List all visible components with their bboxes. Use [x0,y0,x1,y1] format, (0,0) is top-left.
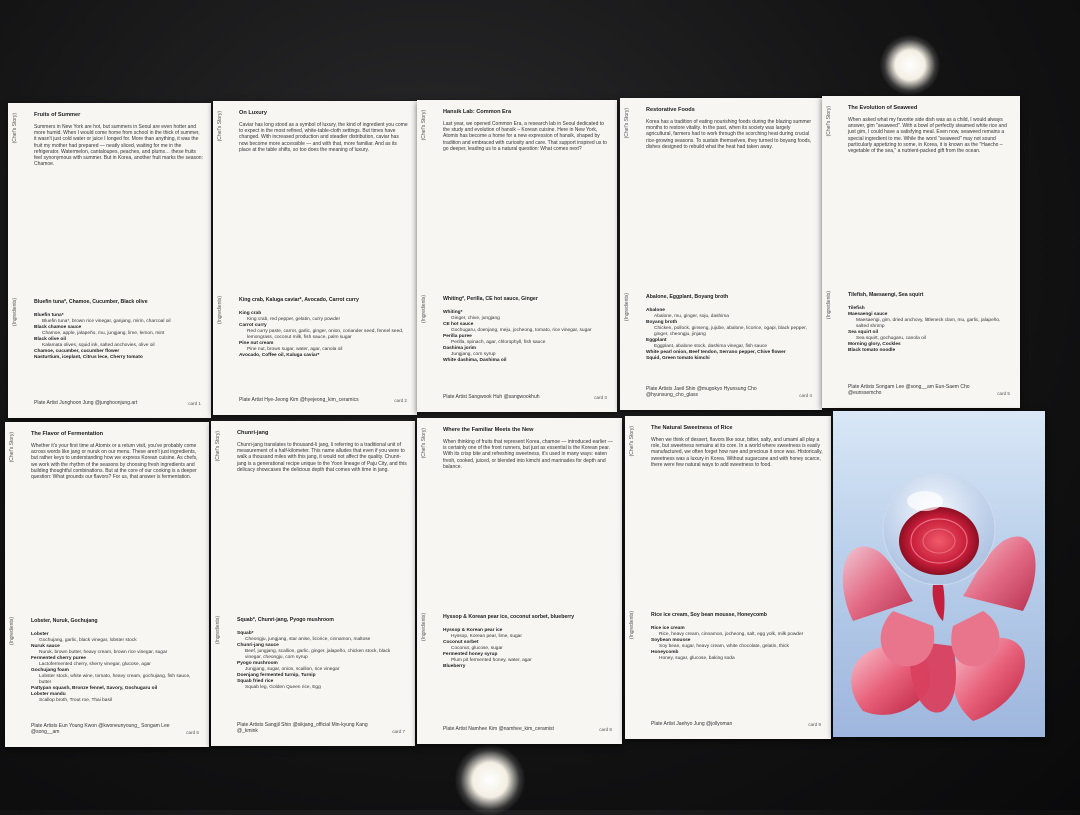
ingredient-detail: Gochujang, garlic, black vinegar, lobster stock [39,638,137,643]
ingredient-name: Whiting* [443,310,463,315]
ingredient-name: Chamoe, cucumber, cucumber flower [34,349,120,354]
ingredient-name: Pyogo mushroom [237,661,278,666]
dish-title: Whiting*, Perilla, CE hot sauce, Ginger [443,296,538,302]
ingredient-list [443,310,609,364]
ingredient-name: Nuruk sauce [31,644,60,649]
chefs-story-label: (Chef's Story) [421,110,427,141]
plate-artist: Plate Artist Sangwook Huh @sangwookhuh [443,394,540,400]
dish-title: Rice ice cream, Soy bean mousse, Honeycomb [651,612,767,618]
card-title: The Evolution of Seaweed [848,105,918,111]
ingredients-label: (Ingredients) [9,617,15,646]
ingredient-list [34,313,203,361]
ingredients-label: (Ingredients) [629,611,635,640]
ingredient-detail: Hyssop, Korean pear, lime, sugar [451,634,522,639]
card-number: card 7 [392,729,405,734]
ingredient-list [651,626,823,662]
chefs-story-label: (Chef's Story) [9,432,15,463]
card-number: card 6 [186,730,199,735]
ingredient-name: Hyssop & Korean pear ice [443,628,503,633]
pink-flower-sphere-image [833,411,1045,737]
dish-title: Abalone, Eggplant, Boyang broth [646,294,729,300]
chefs-story-text: Summers in New York are hot, but summers in Seoul are even hotter and more humid. When I would come home from school in the thick of summer, it wasn't just cold water or juice I longed for. More than anything, it was the fruit my mother had prepared — neatly sliced, waiting for me in the refrigerator. Watermelon, cantaloupes, peaches, and plums… these fruits feel synonymous with summer. But in Korea, another fruit marks the season: Chamoe. [34,124,203,168]
ingredient-detail: Cheongju, jungjang, star anise, licorice, cinnamon, maltose [245,637,371,642]
ingredient-name: Dashima jorim [443,346,477,351]
ingredient-name: Doenjang fermented turnip, Turnip [237,673,316,678]
ingredient-detail: Squab leg, Golden Queen rice, Egg [245,685,321,690]
ingredients-label: (Ingredients) [217,296,223,325]
ingredient-name: Squid, Green tomato kimchi [646,356,710,361]
ingredient-name: Squab fried rice [237,679,274,684]
chefs-story-text: When thinking of fruits that represent Korea, chamoe — introduced earlier — is certainly one of the front runners, but just as essential is the Korean pear. With its crisp bite and refreshing sweetness, it's used in many ways: eaten fresh, cooked, juiced, or blended into kimchi and marinades for depth and balance. [443,439,613,470]
ingredient-name: Tilefish [848,306,865,311]
card-title: Hansik Lab: Common Era [443,109,512,115]
plate-artist: Plate Artists Sangjil Shin @sikjang_official Min-kyung Kang @_kmink [237,722,368,734]
card-number: card 8 [599,727,612,732]
card-title: The Flavor of Fermentation [31,431,104,437]
card-title: Restorative Foods [646,107,695,113]
chefs-story-label: (Chef's Story) [629,426,635,457]
ceiling-light-reflection [455,745,525,815]
ingredient-detail: Gochugaru, doenjang, meju, jocheong, tomato, rice vinegar, sugar [451,328,592,333]
menu-card-7 [211,421,415,746]
ingredient-name: Lobster mandu [31,692,66,697]
plate-artist: Plate Artists Jaeil Shin @mugokyo Hyunsung Cho @hyunsung_cho_glass [646,386,757,398]
ingredient-detail: Kalamata olives, squid ink, salted anchovies, olive oil [42,343,155,348]
ingredient-name: Squab* [237,631,254,636]
ingredient-list [443,628,614,670]
chefs-story-label: (Chef's Story) [12,113,18,144]
ingredient-name: Lobster [31,632,49,637]
ingredient-name: Maesaengi sauce [848,312,888,317]
ingredient-name: Chunri-jang sauce [237,643,279,648]
plate-artist: Plate Artists Songam Lee @song__am Eun-Saem Cho @eunssemcho [848,384,970,396]
ingredient-name: Honeycomb [651,650,679,655]
chefs-story-label: (Chef's Story) [624,108,630,139]
ingredient-detail: Lobster stock, white wine, tomato, heavy cream, gochujang, fish sauce, butter [39,674,191,685]
ingredient-name: Bluefin tuna* [34,313,64,318]
ingredient-detail: Lactofermented cherry, sherry vinegar, glucose, agar [39,662,151,667]
dish-title: Hyssop & Korean pear ice, coconut sorbet, blueberry [443,614,575,620]
card-title: The Natural Sweetness of Rice [651,425,733,431]
ingredients-label: (Ingredients) [826,291,832,320]
ingredients-label: (Ingredients) [624,293,630,322]
ingredient-name: Abalone [646,308,665,313]
ingredient-list [646,308,814,362]
ingredient-detail: Ginger, chive, jungjang [451,316,500,321]
dish-title: Lobster, Nuruk, Gochujang [31,618,98,624]
ingredient-name: Black chamoe sauce [34,325,82,330]
ingredient-name: Soybean mousse [651,638,691,643]
ingredient-detail: Nuruk, brown butter, heavy cream, brown rice vinegar, sugar [39,650,168,655]
ingredient-detail: Coconut, glucose, sugar [451,646,503,651]
ingredient-detail: Sea squirt, gochugaru, canola oil [856,336,926,341]
chefs-story-text: When we think of dessert, flavors like sour, bitter, salty, and umami all play a role, but sweetness remains at its core. In a world where sweetness is easily manufactured, we often forget how rare and precious it once was. Historically, sweetness was a luxury in Korea. Without sugarcane and with honey scarce, there were few natural ways to add sweetness to food. [651,437,823,468]
menu-card-5 [822,96,1020,408]
ingredient-name: Eggplant [646,338,667,343]
menu-card-3 [417,100,617,412]
chefs-story-text: Chunri-jang translates to thousand-li jang, li referring to a traditional unit of measurement of a half-kilometer. This name alludes that even if you were to walk a thousand miles with this jang, it would not affect the quality. Chunri-jang is a generational recipe unique to the Yoon lineage of Paju City, and this delicacy showcases the delicious depth that comes with time in jang. [237,442,407,473]
ingredient-detail: Soy bean, sugar, heavy cream, white chocolate, gelatin, thick [659,644,789,649]
ingredient-detail: Plum pit fermented honey, water, agar [451,658,532,663]
ingredient-detail: Perilla, spinach, agar, chlorophyll, fish sauce [451,340,546,345]
ingredient-detail: Abalone, mu, ginger, soju, dashima [654,314,729,319]
ingredients-label: (Ingredients) [12,298,18,327]
ingredient-detail: Honey, sugar, glucose, baking soda [659,656,735,661]
ingredient-detail: Rice, heavy cream, cinnamon, jocheong, salt, egg yolk, milk powder [659,632,804,637]
ingredient-detail: Jungjang, sugar, onion, scallion, rice vinegar [245,667,340,672]
chefs-story-text: Korea has a tradition of eating nourishing foods during the blazing summer months to restore vitality. In the past, when its society was largely agricultural, farmers had to work through the scorching heat during crucial rice-growing seasons. To sustain themselves, they turned to boyang foods, dishes designed to rebuild what the heat had taken away. [646,119,812,150]
ingredient-name: Blueberry [443,664,466,669]
ingredients-label: (Ingredients) [215,616,221,645]
ingredient-name: Boyang broth [646,320,678,325]
card-number: card 1 [188,401,201,406]
card-title: Where the Familiar Meets the New [443,427,534,433]
ingredient-name: Carrot curry [239,323,267,328]
menu-card-2 [213,101,417,415]
menu-card-9 [625,416,831,739]
chefs-story-label: (Chef's Story) [421,428,427,459]
ingredient-name: Perilla puree [443,334,472,339]
ingredient-name: Nasturtium, iceplant, Citrus lece, Cherry tomato [34,355,143,360]
menu-card-6 [5,422,209,747]
ingredient-list [237,631,407,691]
ingredient-list [848,306,1012,354]
card-number: card 2 [394,398,407,403]
ingredient-name: Fermented honey syrup [443,652,498,657]
plate-artist: Plate Artist Namhee Kim @namhee_kim_ceramist [443,726,554,732]
ingredient-detail: Chamoe, apple, jalapeño, mu, jungjang, lime, lemon, mint [42,331,165,336]
chefs-story-text: Last year, we opened Common Era, a research lab in Seoul dedicated to the study and evolution of hansik – Korean cuisine. Here in New York, Atomix has become a home for a new expression of hansik, shaped by tradition and embraced with curiosity and care. That support inspired us to go deeper, leading us to a natural question: What comes next? [443,121,607,152]
ingredient-list [31,632,201,704]
chefs-story-label: (Chef's Story) [217,111,223,142]
ingredient-detail: Pine nut, brown sugar, water, agar, canola oil [247,347,343,352]
ingredient-detail: Eggplant, abalone stock, dashima vinegar, fish sauce [654,344,768,349]
ingredients-label: (Ingredients) [421,295,427,324]
ingredient-detail: King crab, red pepper, gelatin, curry powder [247,317,341,322]
plate-artist: Plate Artists Eun Young Kwon @kwoneunyoung_ Songam Lee @song__am [31,723,170,735]
ingredient-detail: Jungjang, corn syrup [451,352,496,357]
dish-title: King crab, Kaluga caviar*, Avocado, Carrot curry [239,297,359,303]
ingredient-name: Pine nut cream [239,341,274,346]
ingredient-detail: Chicken, pollock, ginseng, jujube, abalone, licorice, ogapi, black pepper, ginger, cheongju, jinjang [654,326,807,337]
ceiling-light-reflection [880,35,940,95]
ingredients-label: (Ingredients) [421,613,427,642]
card-number: card 9 [808,722,821,727]
menu-card-8 [417,418,622,744]
ingredient-detail: Beef, jungjang, scallion, garlic, ginger, jalapeño, chicken stock, black vinegar, cheongju, corn syrup [245,649,391,660]
art-photo-card [833,411,1045,737]
plate-artist: Plate Artist Junghoon Jung @junghoonjung.art [34,400,138,406]
dish-title: Bluefin tuna*, Chamoe, Cucumber, Black olive [34,299,148,305]
ingredient-name: Rice ice cream [651,626,685,631]
ingredient-name: Fermented cherry puree [31,656,86,661]
ingredient-name: Pattypan squash, Bronze fennel, Savory, Gochugaru oil [31,686,158,691]
chefs-story-text: Caviar has long stood as a symbol of luxury, the kind of ingredient you come to expect in the most refined, white-table-cloth settings. But times have changed. With increased production and steadier distribution, caviar has now become more accessible — and with that, more familiar. And as its place at the table shifts, so too does the meaning of luxury. [239,122,408,153]
menu-card-4 [620,98,822,410]
dish-title: Squab*, Chunri-jang, Pyogo mushroom [237,617,334,623]
ingredient-name: CE hot sauce [443,322,474,327]
ingredient-name: Coconut sorbet [443,640,479,645]
chefs-story-label: (Chef's Story) [826,106,832,137]
plate-artist: Plate Artist Hye-Jeong Kim @hyejeong_kim_ceramics [239,397,359,403]
chefs-story-text: Whether it's your first time at Atomix or a return visit, you've probably come across words like jang or nuruk on our menu. These aren't just ingredients, but rather keys to understanding how we express Korean cuisine. As chefs, we work with the rhythm of the seasons by choosing fresh ingredients and building thoughtful combinations. But at the core of our cooking is a deeper question: What grounds our flavors? For us, that answer is fermentation. [31,443,198,481]
ingredient-name: Morning glory, Cockles [848,342,901,347]
card-title: Fruits of Summer [34,112,81,118]
ingredient-name: Black tomato noodle [848,348,896,353]
ingredient-name: White pearl onion, Beef tendon, Serrano pepper, Chive flower [646,350,786,355]
ingredient-name: Gochujang foam [31,668,69,673]
card-title: On Luxury [239,110,267,116]
ingredient-list [239,311,409,359]
ingredient-detail: Maesaengi, gim, dried anchovy, littleneck clam, mu, garlic, jalapeño, salted shrimp [856,318,1001,329]
ingredient-detail: Scallop broth, Trout roe, Thai basil [39,698,112,703]
plate-artist: Plate Artist Jaehyo Jung @jollyoman [651,721,733,727]
ingredient-name: White dashima, Dashima oil [443,358,507,363]
card-number: card 5 [997,391,1010,396]
ingredient-name: Avocado, Coffee oil, Kaluga caviar* [239,353,320,358]
ingredient-name: Black olive oil [34,337,66,342]
card-title: Chunri-jang [237,430,269,436]
ingredient-name: Sea squirt oil [848,330,879,335]
card-number: card 3 [594,395,607,400]
menu-card-1 [8,103,211,418]
ingredient-detail: Red curry paste, carrot, garlic, ginger, onion, coriander seed, fennel seed, lemongrass, coconut milk, fish sauce, palm sugar [247,329,404,340]
chefs-story-label: (Chef's Story) [215,431,221,462]
card-number: card 4 [799,393,812,398]
chefs-story-text: When asked what my favorite side dish was as a child, I would always answer, gim "seaweed". With a bowl of perfectly steamed white rice and just gim, I could have a satisfying meal. Even now, seaweed remains a special ingredient to me. While the word "seaweed" may not sound particularly appetizing to some, in Korea, it is known as the "Haecho – vegetable of the sea," a nutrient-packed gift from the ocean. [848,117,1007,155]
ingredient-name: King crab [239,311,262,316]
ingredient-detail: Bluefin tuna*, brown rice vinegar, ganjang, mirin, charcoal oil [42,319,171,324]
dish-title: Tilefish, Maesaengi, Sea squirt [848,292,924,298]
